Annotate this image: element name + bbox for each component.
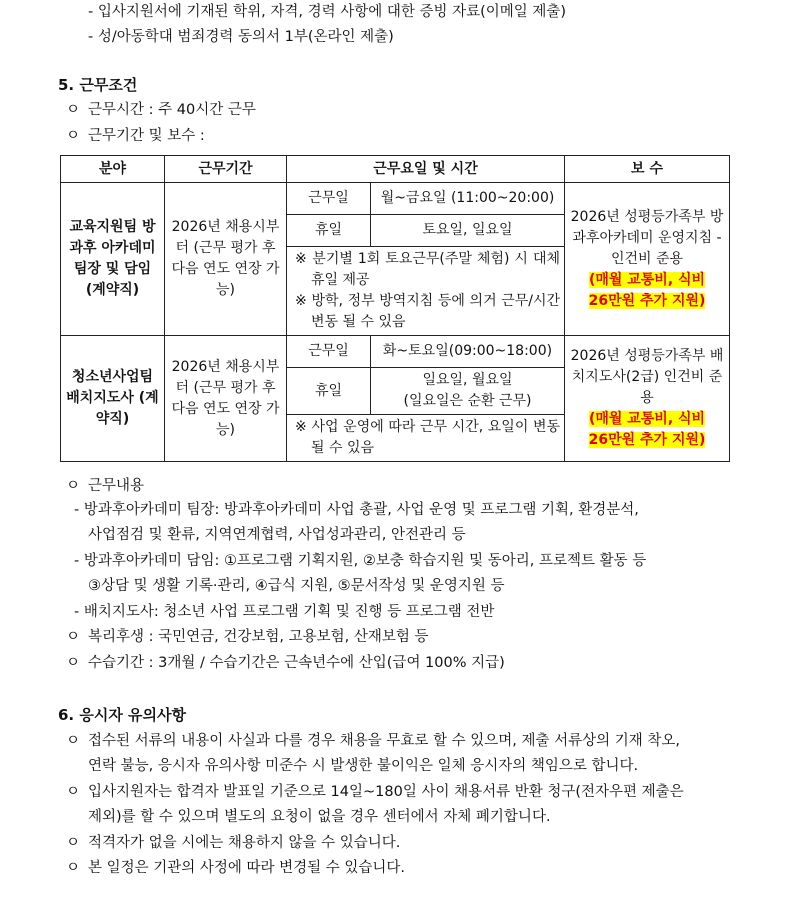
bullet: ㅇ <box>66 102 81 118</box>
doc-text: 본 일정은 기관의 사정에 따라 변경될 수 있습니다. <box>88 860 406 876</box>
doc-bullet-line <box>66 782 684 802</box>
bullet: ㅇ <box>66 835 81 851</box>
table-row <box>61 183 730 215</box>
off-value <box>371 368 565 415</box>
doc-bullet-line <box>66 833 400 853</box>
field-cell: 청소년사업팀 배치지도사 (계약직) <box>61 336 165 462</box>
section-heading-6: 6. 응시자 유의사항 <box>58 706 187 724</box>
doc-text: 수습기간 : 3개월 / 수습기간은 근속년수에 산입(급여 100% 지급) <box>88 655 505 671</box>
table-header-row <box>61 156 730 183</box>
pay-highlight: 26만원 추가 지원) <box>588 292 706 309</box>
doc-bullet-line <box>66 731 680 751</box>
table-header: 분야 <box>61 156 165 183</box>
doc-line: 제외)를 할 수 있으며 별도의 요청이 없을 경우 센터에서 자체 폐기합니다. <box>88 809 551 825</box>
doc-bullet-line <box>66 100 256 120</box>
doc-text: 적격자가 없을 시에는 채용하지 않을 수 있습니다. <box>88 835 401 851</box>
pay-highlight: (매월 교통비, 식비 <box>588 411 706 427</box>
workday-value: 화~토요일(09:00~18:00) <box>371 336 565 368</box>
doc-text: 복리후생 : 국민연금, 건강보험, 고용보험, 산재보험 등 <box>88 629 429 645</box>
off-label: 휴일 <box>287 215 371 247</box>
doc-line: - 방과후아카데미 팀장: 방과후아카데미 사업 총괄, 사업 운영 및 프로그램 기획, 환경분석, <box>74 502 639 518</box>
note-text: ※ 방학, 정부 방역지침 등에 의거 근무/시간변동 될 수 있음 <box>295 293 561 330</box>
period-cell: 2026년 채용시부터 (근무 평가 후 다음 연도 연장 가능) <box>165 336 287 462</box>
table-header: 근무요일 및 시간 <box>287 156 565 183</box>
pay-highlight: 26만원 추가 지원) <box>588 432 706 448</box>
workday-value: 월~금요일 (11:00~20:00) <box>371 183 565 215</box>
bullet: ㅇ <box>66 860 81 876</box>
doc-line: - 배치지도사: 청소년 사업 프로그램 기획 및 진행 등 프로그램 전반 <box>74 604 495 620</box>
field-cell: 교육지원팀 방과후 아카데미 팀장 및 담임 (계약직) <box>61 183 165 336</box>
doc-text: 입사지원자는 합격자 발표일 기준으로 14일~180일 사이 채용서류 반환 청구(전자우편 제출은 <box>88 784 684 800</box>
doc-line: - 성/아동학대 범죄경력 동의서 1부(온라인 제출) <box>88 29 394 45</box>
doc-bullet-line <box>66 476 144 496</box>
doc-text: 근무내용 <box>88 478 145 494</box>
period-cell: 2026년 채용시부터 (근무 평가 후 다음 연도 연장 가능) <box>165 183 287 336</box>
doc-text: 접수된 서류의 내용이 사실과 다를 경우 채용을 무효로 할 수 있으며, 제출 서류상의 기재 착오, <box>88 733 681 749</box>
bullet: ㅇ <box>66 128 81 144</box>
doc-bullet-line <box>66 627 429 647</box>
doc-line: ③상담 및 생활 기록·관리, ④급식 지원, ⑤문서작성 및 운영지원 등 <box>88 578 505 594</box>
pay-highlight: (매월 교통비, 식비 <box>588 271 706 288</box>
workday-label: 근무일 <box>287 183 371 215</box>
doc-text: 근무기간 및 보수 : <box>88 128 205 144</box>
off-value-line: 일요일, 월요일 <box>422 372 513 388</box>
note-text: ※ 분기별 1회 토요근무(주말 체험) 시 대체 휴일 제공 <box>295 251 561 288</box>
doc-bullet-line <box>66 126 205 146</box>
off-value-line: (일요일은 순환 근무) <box>403 393 532 409</box>
work-conditions-table <box>60 155 730 462</box>
table-header: 근무기간 <box>165 156 287 183</box>
pay-cell <box>565 183 730 336</box>
note-text: ※ 사업 운영에 따라 근무 시간, 요일이 변동될 수 있음 <box>295 419 561 456</box>
doc-bullet-line <box>66 653 505 673</box>
off-value: 토요일, 일요일 <box>371 215 565 247</box>
off-label: 휴일 <box>287 368 371 415</box>
doc-line: - 방과후아카데미 담임: ①프로그램 기획지원, ②보충 학습지원 및 동아리, 프로젝트 활동 등 <box>74 553 647 569</box>
note-cell <box>287 415 565 462</box>
doc-line: - 입사지원서에 기재된 학위, 자격, 경력 사항에 대한 증빙 자료(이메일 제출) <box>88 4 567 20</box>
bullet: ㅇ <box>66 733 81 749</box>
table-row <box>61 336 730 368</box>
note-cell <box>287 247 565 336</box>
pay-text: 2026년 성평등가족부 방과후아카데미 운영지침 - 인건비 준용 <box>570 208 724 267</box>
pay-text: 2026년 성평등가족부 배치지도사(2급) 인건비 준용 <box>570 348 724 406</box>
doc-bullet-line <box>66 858 405 878</box>
table-header: 보 수 <box>565 156 730 183</box>
doc-line: 사업점검 및 환류, 지역연계협력, 사업성과관리, 안전관리 등 <box>88 527 466 543</box>
doc-text: 근무시간 : 주 40시간 근무 <box>88 102 256 118</box>
bullet: ㅇ <box>66 478 81 494</box>
pay-cell <box>565 336 730 462</box>
bullet: ㅇ <box>66 784 81 800</box>
doc-line: 연락 불능, 응시자 유의사항 미준수 시 발생한 불이익은 일체 응시자의 책임으로 합니다. <box>88 758 639 774</box>
bullet: ㅇ <box>66 655 81 671</box>
section-heading-5: 5. 근무조건 <box>58 76 138 94</box>
bullet: ㅇ <box>66 629 81 645</box>
workday-label: 근무일 <box>287 336 371 368</box>
